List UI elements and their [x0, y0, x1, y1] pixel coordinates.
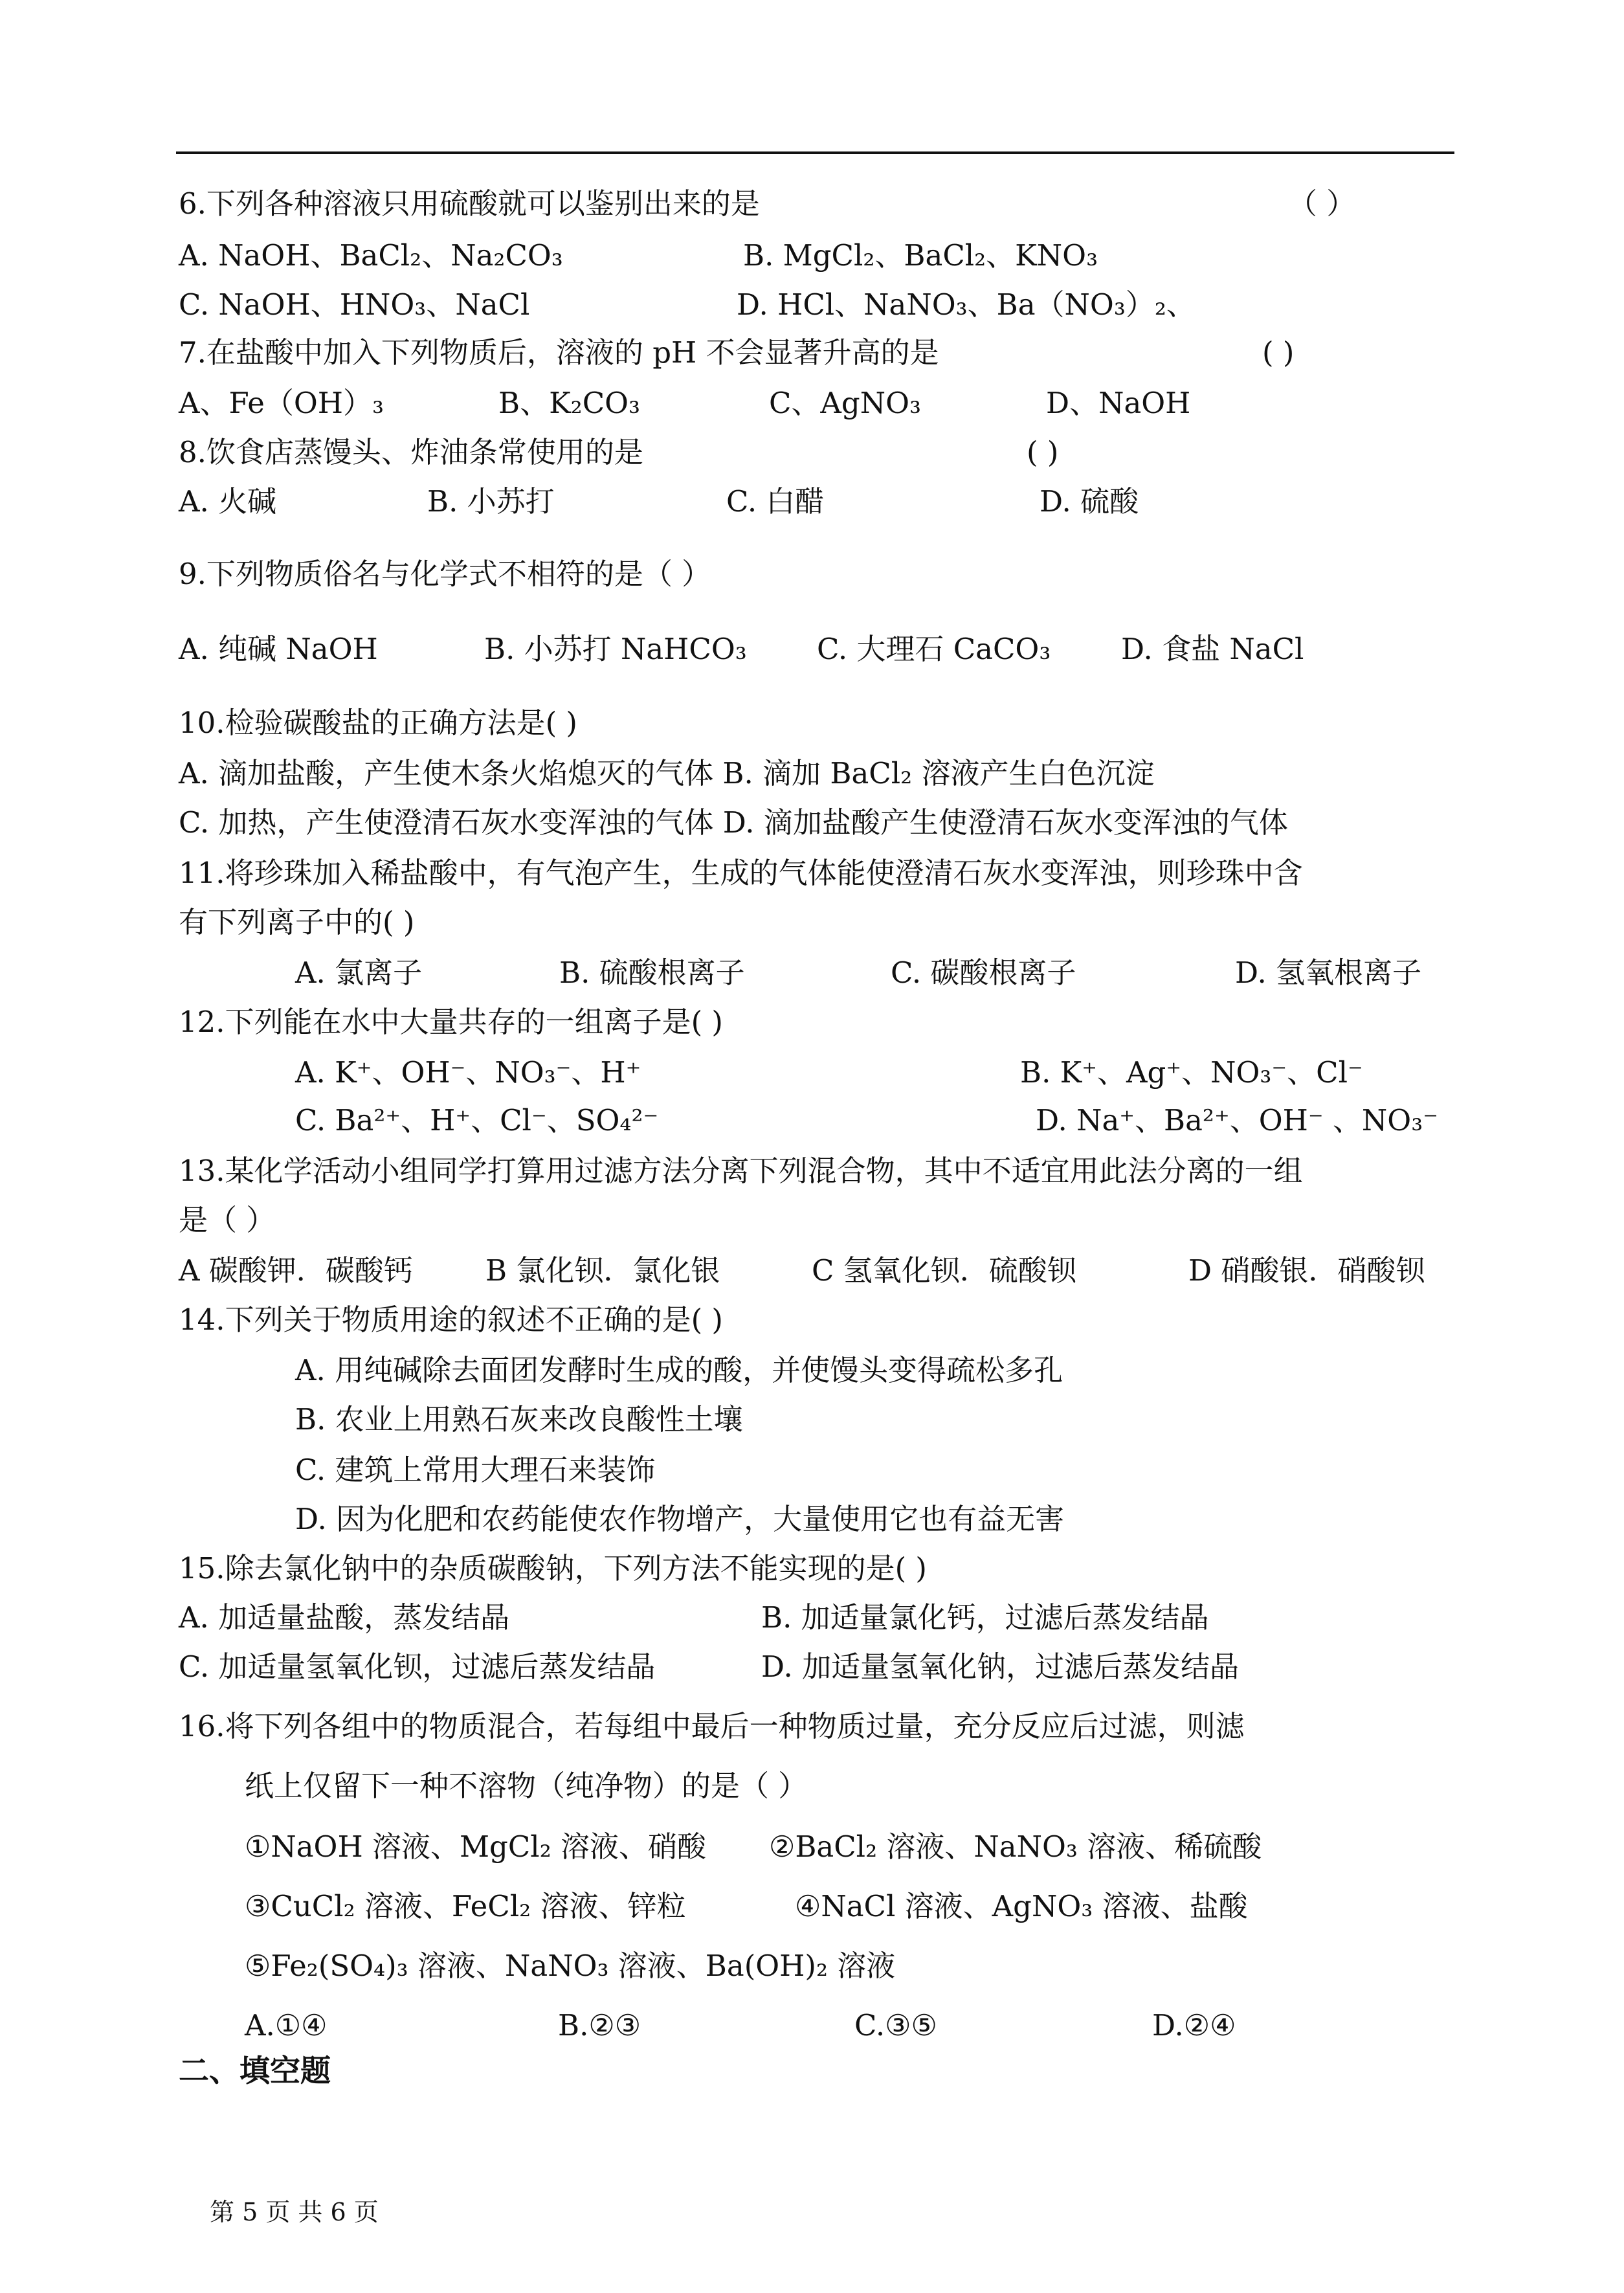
q11-option-d: D. 氢氧根离子 — [1235, 956, 1422, 990]
q8-option-a: A. 火碱 — [179, 484, 277, 519]
q14-stem: 14.下列关于物质用途的叙述不正确的是( ) — [179, 1303, 723, 1337]
q8-option-c: C. 白醋 — [726, 484, 825, 519]
q16-item-3: ③CuCl₂ 溶液、FeCl₂ 溶液、锌粒 — [245, 1889, 686, 1923]
q14-option-c: C. 建筑上常用大理石来装饰 — [295, 1453, 656, 1487]
q8-option-b: B. 小苏打 — [427, 484, 555, 519]
q11-stem-line2: 有下列离子中的( ) — [179, 905, 415, 939]
q16-option-d: D.②④ — [1152, 2008, 1236, 2042]
q15-option-b: B. 加适量氯化钙，过滤后蒸发结晶 — [761, 1600, 1209, 1635]
q16-stem-line2: 纸上仅留下一种不溶物（纯净物）的是（ ） — [245, 1769, 808, 1803]
q14-option-d: D. 因为化肥和农药能使农作物增产，大量使用它也有益无害 — [295, 1502, 1065, 1536]
q7-option-c: C、AgNO₃ — [769, 386, 922, 420]
q7-option-a: A、Fe（OH）₃ — [179, 386, 384, 420]
q8-option-d: D. 硫酸 — [1040, 484, 1139, 519]
section-heading-fill-in: 二、填空题 — [179, 2053, 331, 2089]
q12-option-a: A. K⁺、OH⁻、NO₃⁻、H⁺ — [295, 1055, 641, 1090]
page-footer: 第 5 页 共 6 页 — [210, 2198, 379, 2226]
q14-option-a: A. 用纯碱除去面团发酵时生成的酸，并使馒头变得疏松多孔 — [295, 1353, 1063, 1387]
q10-options-cd: C. 加热，产生使澄清石灰水变浑浊的气体 D. 滴加盐酸产生使澄清石灰水变浑浊的气体 — [179, 805, 1288, 840]
q13-option-a: A 碳酸钾．碳酸钙 — [179, 1253, 413, 1288]
q6-option-a: A. NaOH、BaCl₂、Na₂CO₃ — [179, 238, 563, 273]
q6-option-b: B. MgCl₂、BaCl₂、KNO₃ — [743, 238, 1098, 273]
q9-option-c: C. 大理石 CaCO₃ — [817, 632, 1051, 666]
q7-option-b: B、K₂CO₃ — [498, 386, 641, 420]
q7-option-d: D、NaOH — [1046, 386, 1191, 420]
q16-item-4: ④NaCl 溶液、AgNO₃ 溶液、盐酸 — [795, 1889, 1248, 1923]
q13-option-b: B 氯化钡．氯化银 — [485, 1253, 720, 1288]
q16-item-1: ①NaOH 溶液、MgCl₂ 溶液、硝酸 — [245, 1829, 707, 1864]
q16-item-2: ②BaCl₂ 溶液、NaNO₃ 溶液、稀硫酸 — [769, 1829, 1262, 1864]
q12-option-c: C. Ba²⁺、H⁺、Cl⁻、SO₄²⁻ — [295, 1103, 659, 1137]
q8-answer-paren: ( ) — [1027, 435, 1059, 469]
q14-option-b: B. 农业上用熟石灰来改良酸性土壤 — [295, 1402, 743, 1437]
q16-option-a: A.①④ — [245, 2008, 328, 2042]
q6-option-d: D. HCl、NaNO₃、Ba（NO₃）₂、 — [737, 287, 1196, 322]
q15-option-a: A. 加适量盐酸，蒸发结晶 — [179, 1600, 510, 1635]
q11-stem-line1: 11.将珍珠加入稀盐酸中，有气泡产生，生成的气体能使澄清石灰水变浑浊，则珍珠中含 — [179, 856, 1303, 890]
header-rule — [176, 151, 1454, 154]
q9-option-d: D. 食盐 NaCl — [1121, 632, 1304, 666]
q9-option-a: A. 纯碱 NaOH — [179, 632, 378, 666]
q9-stem: 9.下列物质俗名与化学式不相符的是（ ） — [179, 557, 711, 591]
q11-option-b: B. 硫酸根离子 — [559, 956, 745, 990]
q15-stem: 15.除去氯化钠中的杂质碳酸钠，下列方法不能实现的是( ) — [179, 1551, 927, 1585]
q16-item-5: ⑤Fe₂(SO₄)₃ 溶液、NaNO₃ 溶液、Ba(OH)₂ 溶液 — [245, 1949, 896, 1983]
q8-stem: 8.饮食店蒸馒头、炸油条常使用的是 — [179, 435, 643, 469]
q13-option-c: C 氢氧化钡．硫酸钡 — [812, 1253, 1076, 1288]
q6-stem: 6.下列各种溶液只用硫酸就可以鉴别出来的是 — [179, 186, 760, 221]
q13-stem-line2: 是（ ） — [179, 1203, 276, 1237]
q13-option-d: D 硝酸银．硝酸钡 — [1188, 1253, 1425, 1288]
q9-option-b: B. 小苏打 NaHCO₃ — [484, 632, 747, 666]
q6-option-c: C. NaOH、HNO₃、NaCl — [179, 287, 530, 322]
q12-option-d: D. Na⁺、Ba²⁺、OH⁻ 、NO₃⁻ — [1036, 1103, 1438, 1137]
q11-option-c: C. 碳酸根离子 — [891, 956, 1076, 990]
q12-option-b: B. K⁺、Ag⁺、NO₃⁻、Cl⁻ — [1020, 1055, 1363, 1090]
q7-answer-paren: ( ) — [1262, 335, 1295, 370]
q7-stem: 7.在盐酸中加入下列物质后，溶液的 pH 不会显著升高的是 — [179, 335, 939, 370]
q11-option-a: A. 氯离子 — [295, 956, 423, 990]
q16-option-b: B.②③ — [558, 2008, 641, 2042]
q10-stem: 10.检验碳酸盐的正确方法是( ) — [179, 706, 577, 740]
q16-option-c: C.③⑤ — [854, 2008, 937, 2042]
q6-answer-paren: （ ） — [1288, 186, 1356, 221]
q10-options-ab: A. 滴加盐酸，产生使木条火焰熄灭的气体 B. 滴加 BaCl₂ 溶液产生白色沉淀 — [179, 756, 1155, 790]
q15-option-d: D. 加适量氢氧化钠，过滤后蒸发结晶 — [761, 1650, 1240, 1684]
q16-stem-line1: 16.将下列各组中的物质混合，若每组中最后一种物质过量，充分反应后过滤，则滤 — [179, 1709, 1245, 1743]
q15-option-c: C. 加适量氢氧化钡，过滤后蒸发结晶 — [179, 1650, 656, 1684]
q12-stem: 12.下列能在水中大量共存的一组离子是( ) — [179, 1005, 723, 1039]
q13-stem-line1: 13.某化学活动小组同学打算用过滤方法分离下列混合物，其中不适宜用此法分离的一组 — [179, 1154, 1303, 1188]
